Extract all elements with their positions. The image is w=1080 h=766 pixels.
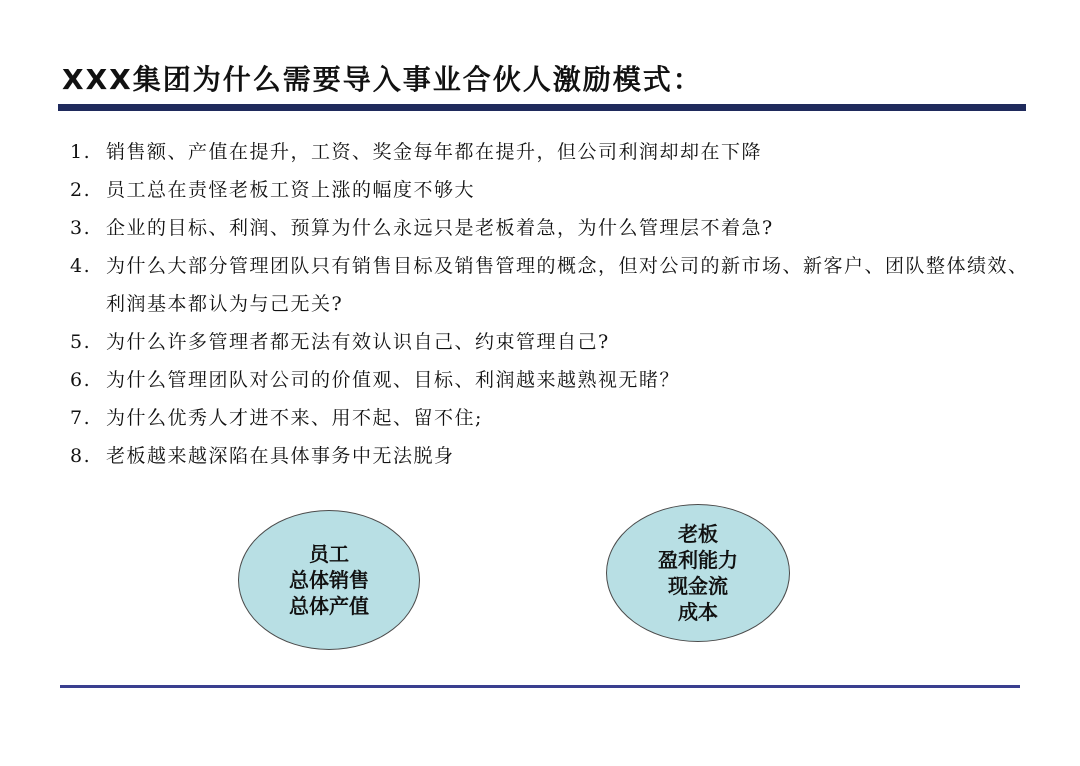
ellipse-line: 总体产值 <box>289 594 369 618</box>
item-text: 为什么许多管理者都无法有效认识自己、约束管理自己? <box>106 331 610 353</box>
list-item <box>70 171 1030 209</box>
ellipse-line: 老板 <box>678 522 718 546</box>
item-text: 为什么大部分管理团队只有销售目标及销售管理的概念，但对公司的新市场、新客户、团队整体绩效、利润基本都认为与己无关? <box>106 255 1029 315</box>
list-item <box>70 209 1030 247</box>
list-item <box>70 437 1030 475</box>
list-item <box>70 133 1030 171</box>
list-item <box>70 361 1030 399</box>
ellipse-line: 成本 <box>678 600 718 624</box>
item-number: 8. <box>70 445 92 467</box>
ellipse-line: 总体销售 <box>289 568 369 592</box>
reasons-list <box>70 133 1030 475</box>
item-text: 销售额、产值在提升，工资、奖金每年都在提升，但公司利润却却在下降 <box>106 141 763 163</box>
item-number: 7. <box>70 407 92 429</box>
ellipse-line: 员工 <box>309 542 349 566</box>
list-item <box>70 399 1030 437</box>
ellipse-line: 现金流 <box>668 574 728 598</box>
page-title: XXX集团为什么需要导入事业合伙人激励模式： <box>62 63 703 96</box>
employee-ellipse <box>238 510 420 650</box>
ellipse-line: 盈利能力 <box>658 548 738 572</box>
boss-ellipse <box>606 504 790 642</box>
item-number: 1. <box>70 141 92 163</box>
list-item <box>70 323 1030 361</box>
item-text: 企业的目标、利润、预算为什么永远只是老板着急，为什么管理层不着急? <box>106 217 774 239</box>
item-number: 2. <box>70 179 92 201</box>
item-text: 为什么优秀人才进不来、用不起、留不住; <box>106 407 483 429</box>
list-item <box>70 247 1030 323</box>
item-text: 员工总在责怪老板工资上涨的幅度不够大 <box>106 179 476 201</box>
bottom-divider <box>60 685 1020 688</box>
item-number: 6. <box>70 369 92 391</box>
item-number: 5. <box>70 331 92 353</box>
item-number: 4. <box>70 255 92 277</box>
title-underline <box>58 104 1026 111</box>
item-text: 为什么管理团队对公司的价值观、目标、利润越来越熟视无睹？ <box>106 369 681 391</box>
item-text: 老板越来越深陷在具体事务中无法脱身 <box>106 445 455 467</box>
item-number: 3. <box>70 217 92 239</box>
